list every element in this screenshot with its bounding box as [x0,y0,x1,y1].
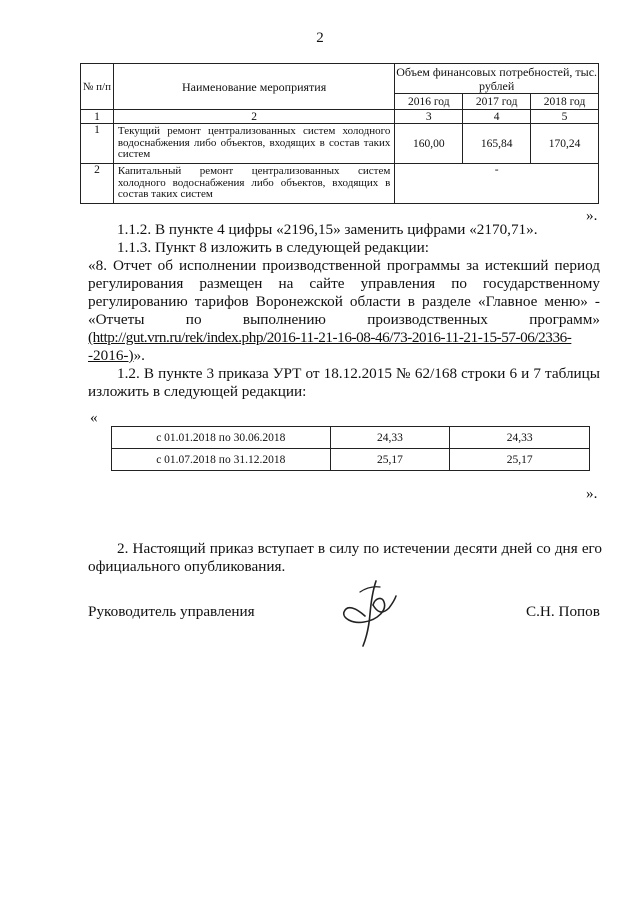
header-year: 2016 год [395,94,463,110]
period-cell: с 01.01.2018 по 30.06.2018 [112,427,331,449]
handwritten-signature [332,578,412,650]
paragraph-2: 2. Настоящий приказ вступает в силу по истечении десяти дней со дня его [117,540,602,557]
row-num: 2 [81,164,114,204]
tariff-cell: 25,17 [330,449,450,471]
row-name: Текущий ремонт централизованных систем холодного водоснабжения либо объектов, входящих в состав таких систем [113,124,394,164]
column-number: 2 [113,110,394,124]
row-name: Капитальный ремонт централизованных систем холодного водоснабжения либо объектов, входящих в состав таких систем [113,164,394,204]
paragraph-1-1-3: 1.1.3. Пункт 8 изложить в следующей редакции: [117,239,430,256]
table-row [112,449,590,471]
tariff-table [111,426,590,471]
table-row [112,427,590,449]
point8-line: «Отчеты по выполнению производственных программ» [88,311,600,328]
paragraph-1-2: 1.2. В пункте 3 приказа УРТ от 18.12.2015 № 62/168 строки 6 и 7 таблицы [117,365,600,382]
column-number: 3 [395,110,463,124]
point8-line: регулирования размещен на сайте управления по государственному [88,275,600,292]
header-num: № п/п [81,64,114,110]
header-year: 2017 год [463,94,531,110]
tariff-cell: 25,17 [450,449,590,471]
point8-closing: ». [133,347,145,364]
point8-line: регулированию тарифов Воронежской области в разделе «Главное меню» - [88,293,600,310]
row-num: 1 [81,124,114,164]
closing-quote: ». [586,207,598,224]
column-number: 1 [81,110,114,124]
paragraph-2: официального опубликования. [88,558,286,575]
header-finance: Объем финансовых потребностей, тыс. рублей [396,64,598,93]
paragraph-1-1-2: 1.1.2. В пункте 4 цифры «2196,15» заменить цифрами «2170,71». [117,221,538,238]
row-value-2018: 170,24 [531,124,599,164]
table-row [81,164,599,204]
header-year: 2018 год [531,94,599,110]
row-value-2017: 165,84 [463,124,531,164]
signature-name: С.Н. Попов [526,603,600,620]
reports-link[interactable]: (http://gut.vrn.ru/rek/index.php/2016-11-21-16-08-46/73-2016-11-21-15-57-06/2336- [88,329,572,346]
page-number: 2 [316,30,324,46]
column-number: 5 [531,110,599,124]
reports-link-continuation[interactable]: -2016-) [88,347,134,364]
column-number: 4 [463,110,531,124]
opening-quote: « [90,409,98,426]
signature-position: Руководитель управления [88,603,255,620]
finance-table [80,63,599,204]
table-row [81,124,599,164]
point8-line: «8. Отчет об исполнении производственной программы за истекший период [88,257,600,274]
row-value-2016: 160,00 [395,124,463,164]
tariff-cell: 24,33 [450,427,590,449]
header-name: Наименование мероприятия [113,64,394,110]
period-cell: с 01.07.2018 по 31.12.2018 [112,449,331,471]
closing-quote: ». [586,485,598,502]
row-merged-value: - [395,164,599,204]
tariff-cell: 24,33 [330,427,450,449]
paragraph-1-2: изложить в следующей редакции: [88,383,307,400]
